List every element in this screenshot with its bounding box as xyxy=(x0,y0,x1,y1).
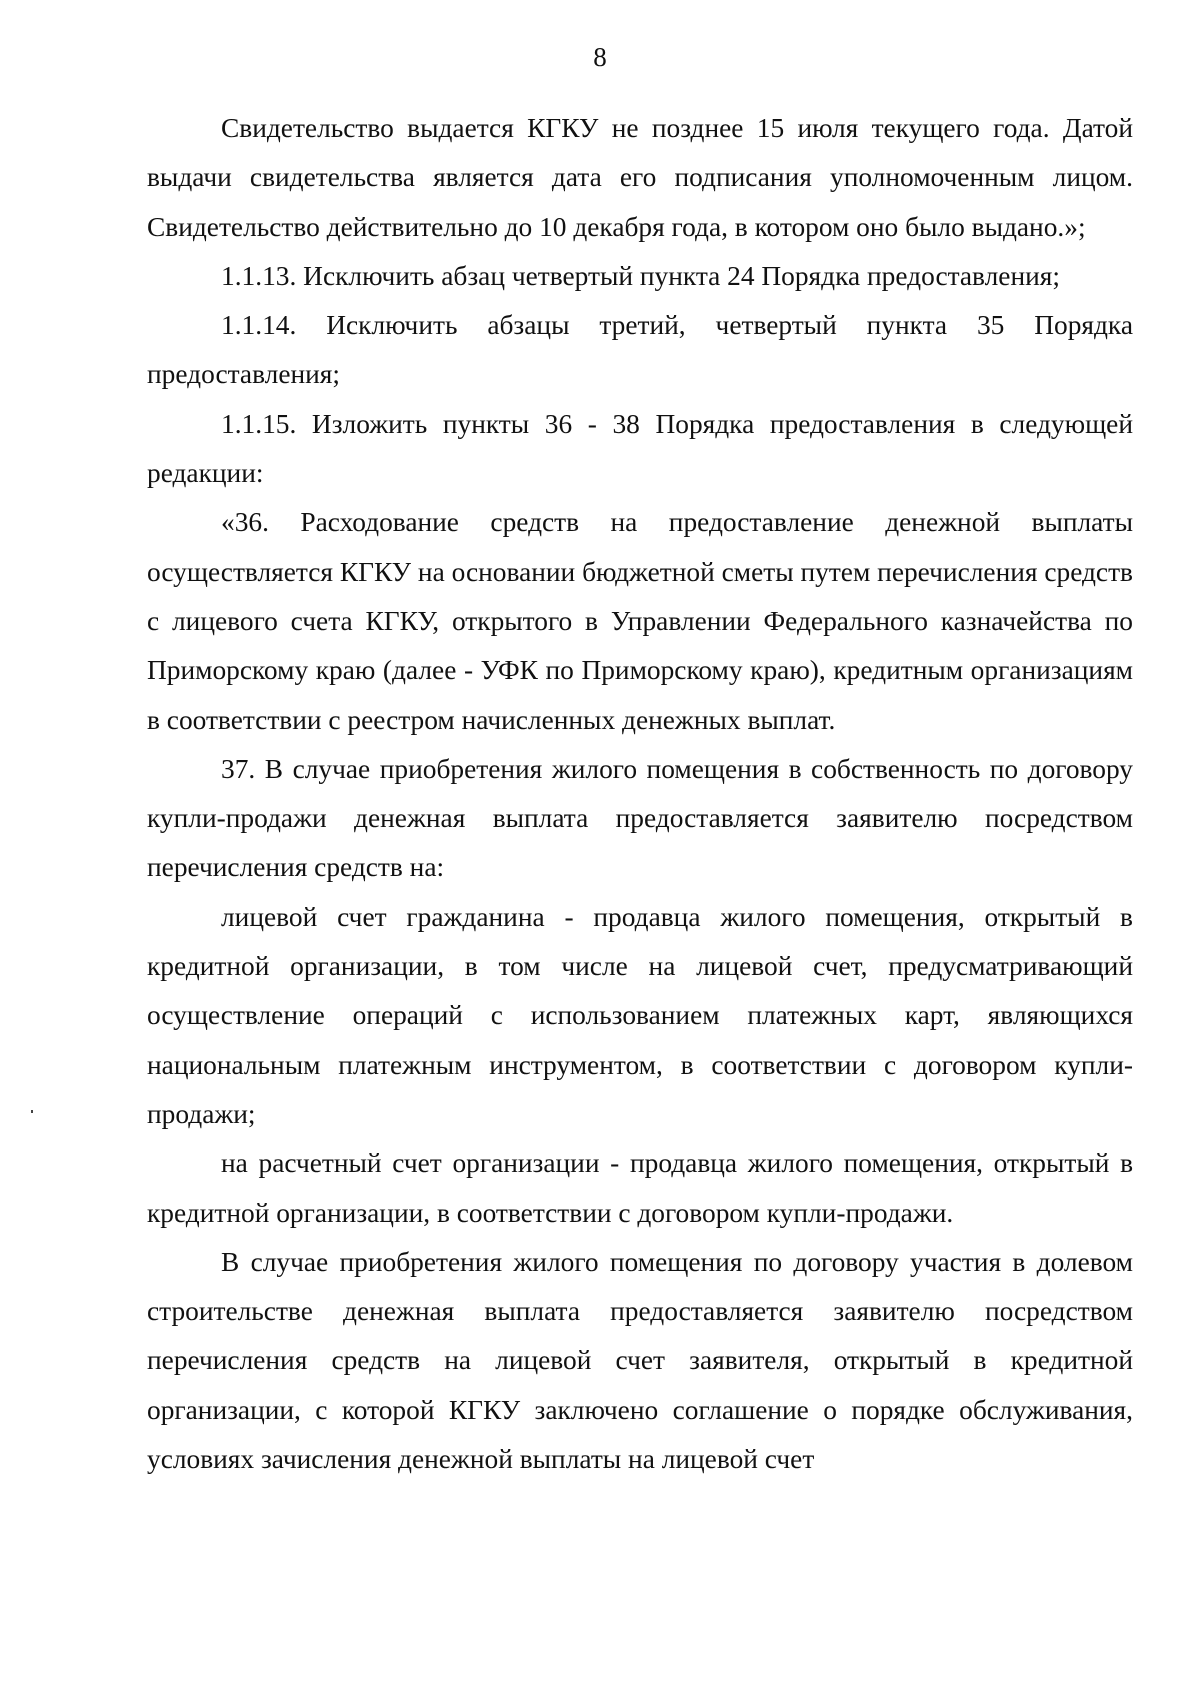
paragraph-settlement-account: на расчетный счет организации - продавца жилого помещения, открытый в кредитной организации, в соответствии с договором купли-продажи. xyxy=(147,1148,1133,1228)
paragraph-item-37: 37. В случае приобретения жилого помещения в собственность по договору купли-продажи денежная выплата предоставляется заявителю посредством перечисления средств на: xyxy=(147,753,1133,883)
paragraph-1-1-13: 1.1.13. Исключить абзац четвертый пункта 24 Порядка предоставления; xyxy=(221,260,1060,291)
paragraph-certificate-issuance: Свидетельство выдается КГКУ не позднее 15 июля текущего года. Датой выдачи свидетельства является дата его подписания уполномоченным лицом. Свидетельство действительно до 10 декабря года, в котором оно было выдано.»; xyxy=(147,113,1133,242)
paragraph-1-1-14: 1.1.14. Исключить абзацы третий, четвертый пункта 35 Порядка предоставления; xyxy=(147,310,1133,390)
page-number: 8 xyxy=(593,42,607,72)
paragraph-shared-construction: В случае приобретения жилого помещения по договору участия в долевом строительстве денежная выплата предоставляется заявителю посредством перечисления средств на лицевой счет заявителя, открытый в кредитной организации, с которой КГКУ заключено соглашение о порядке обслуживания, условиях зачисления денежной выплаты на лицевой счет xyxy=(147,1246,1133,1475)
paragraph-item-36: «36. Расходование средств на предоставление денежной выплаты осуществляется КГКУ на основании бюджетной сметы путем перечисления средств с лицевого счета КГКУ, открытого в Управлении Федерального казначейства по Приморскому краю (далее - УФК по Приморскому краю), кредитным организациям в соответствии с реестром начисленных денежных выплат. xyxy=(147,507,1133,735)
paragraph-personal-account: лицевой счет гражданина - продавца жилого помещения, открытый в кредитной организации, в том числе на лицевой счет, предусматривающий осуществление операций с использованием платежных карт, являющихся национальным платежным инструментом, в соответствии с договором купли-продажи; xyxy=(147,901,1133,1129)
paragraph-1-1-15: 1.1.15. Изложить пункты 36 - 38 Порядка предоставления в следующей редакции: xyxy=(147,408,1133,489)
document-body xyxy=(147,104,1133,1484)
scan-speck xyxy=(31,1110,33,1113)
